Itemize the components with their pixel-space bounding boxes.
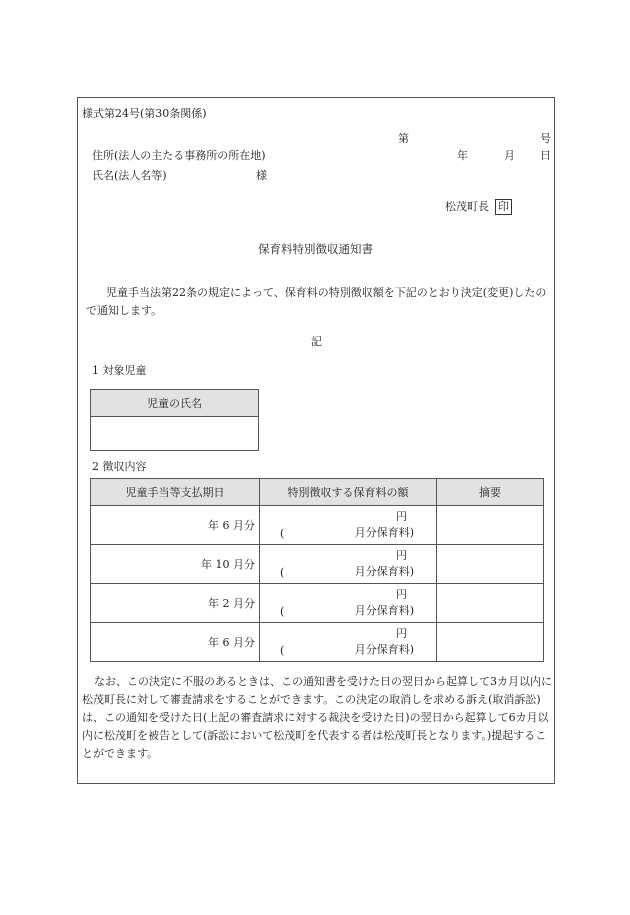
sama-label: 様: [256, 169, 267, 182]
fee-amount-cell: [260, 623, 437, 662]
body-text: 児童手当法第22条の規定によって、保育料の特別徴収額を下記のとおり決定(変更)したので通知します。: [86, 286, 547, 317]
name-label: 氏名(法人名等): [92, 169, 167, 182]
month-fee-label: 月分保育料): [354, 526, 414, 539]
payment-date-cell: 年 10 月分: [91, 545, 260, 584]
remarks-cell: [437, 623, 544, 662]
yen-label: 円: [396, 549, 407, 562]
child-name-cell: [91, 417, 259, 451]
table-row: [91, 506, 544, 545]
column-header: 摘要: [437, 479, 544, 506]
paren-label: (: [280, 644, 285, 657]
fee-table: [90, 478, 544, 662]
day-label: 日: [540, 149, 551, 162]
table-row: [91, 623, 544, 662]
fee-table-header: [91, 479, 544, 506]
table-row: [91, 584, 544, 623]
no-label: 第: [398, 132, 409, 145]
child-table: [90, 389, 259, 451]
footer-text: なお、この決定に不服のあるときは、この通知書を受けた日の翌日から起算して3カ月以内に松茂町長に対して審査請求をすることができます。この決定の取消しを求める訴え(取消訴訟)は、この通知を受けた日(上記の審査請求に対する裁決を受けた日)の翌日から起算して6カ月以内に松茂町を被告として(訴訟において松茂町を代表する者は松茂町長となります。)提起することができます。: [82, 675, 552, 760]
paren-label: (: [280, 527, 285, 540]
yen-label: 円: [396, 510, 407, 523]
month-fee-label: 月分保育料): [354, 604, 414, 617]
remarks-cell: [437, 545, 544, 584]
fee-amount-cell: [260, 584, 437, 623]
yen-label: 円: [396, 627, 407, 640]
payment-date-cell: 年 2 月分: [91, 584, 260, 623]
month-label: 月: [504, 149, 515, 162]
seal-mark: 印: [495, 199, 512, 215]
mayor-label: 松茂町長: [445, 200, 489, 213]
form-number: 様式第24号(第30条関係): [82, 107, 207, 120]
column-header: 児童手当等支払期日: [91, 479, 260, 506]
column-header: 特別徴収する保育料の額: [260, 479, 437, 506]
address-label: 住所(法人の主たる事務所の所在地): [92, 149, 266, 162]
remarks-cell: [437, 584, 544, 623]
remarks-cell: [437, 506, 544, 545]
section1-heading: 1 対象児童: [92, 364, 147, 377]
payment-date-cell: 年 6 月分: [91, 506, 260, 545]
month-fee-label: 月分保育料): [354, 643, 414, 656]
table-row: [91, 545, 544, 584]
paren-label: (: [280, 566, 285, 579]
mayor-signature: [445, 198, 512, 215]
payment-date-cell: 年 6 月分: [91, 623, 260, 662]
fee-amount-cell: [260, 545, 437, 584]
fee-amount-cell: [260, 506, 437, 545]
document-title: 保育料特別徴収通知書: [258, 242, 373, 256]
child-name-header: 児童の氏名: [91, 390, 259, 417]
month-fee-label: 月分保育料): [354, 565, 414, 578]
year-label: 年: [457, 149, 468, 162]
section2-heading: 2 徴収内容: [92, 460, 147, 473]
go-label: 号: [540, 132, 551, 145]
ki-label: 記: [311, 335, 322, 348]
yen-label: 円: [396, 588, 407, 601]
paren-label: (: [280, 605, 285, 618]
